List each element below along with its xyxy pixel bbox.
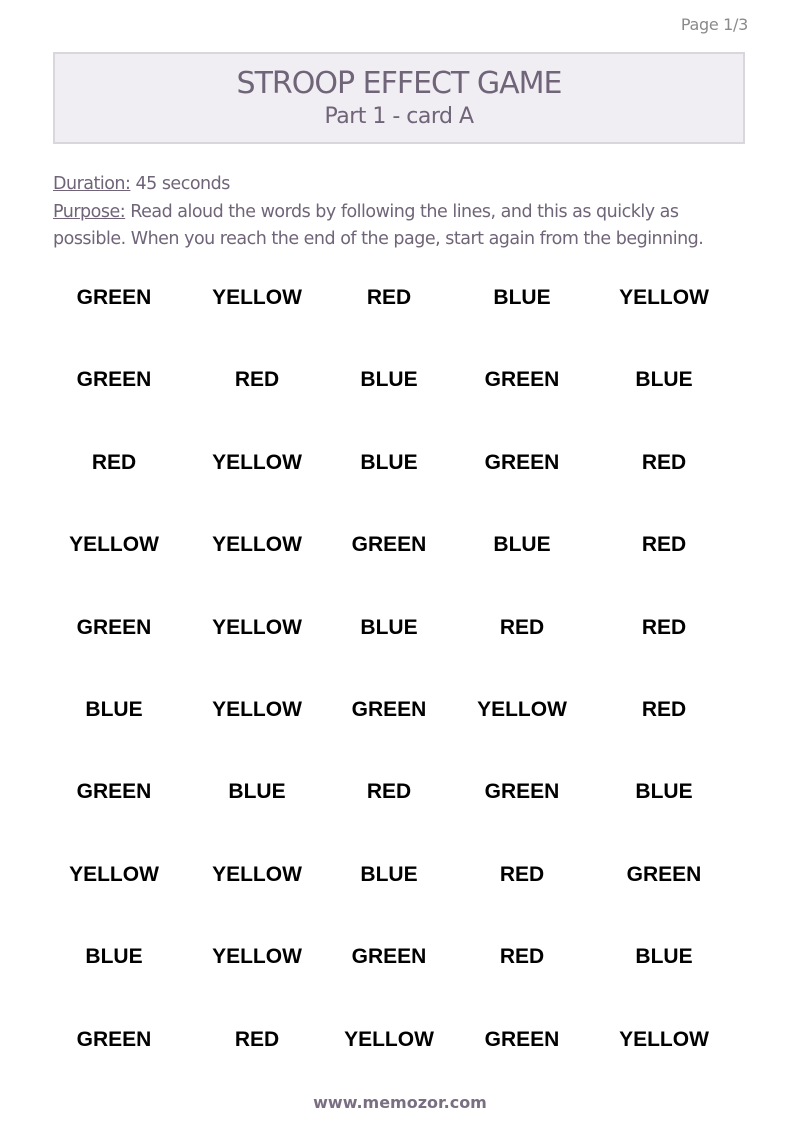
stroop-word: RED [91, 450, 137, 474]
stroop-word: GREEN [351, 945, 427, 969]
stroop-word: GREEN [484, 450, 560, 474]
duration-label: Duration: [53, 174, 131, 194]
page-title: STROOP EFFECT GAME [236, 66, 562, 101]
stroop-word: YELLOW [212, 945, 302, 969]
stroop-word: YELLOW [212, 698, 302, 721]
stroop-word: BLUE [635, 780, 693, 804]
stroop-word: YELLOW [212, 533, 302, 557]
stroop-word: BLUE [85, 698, 143, 721]
stroop-word: GREEN [76, 368, 152, 392]
stroop-word: YELLOW [619, 1027, 709, 1051]
stroop-word: RED [641, 533, 687, 557]
stroop-word: RED [641, 698, 687, 721]
stroop-word: YELLOW [212, 862, 302, 886]
purpose-label: Purpose: [53, 201, 126, 222]
stroop-word: YELLOW [619, 286, 709, 309]
stroop-word: RED [641, 450, 687, 474]
stroop-word: GREEN [484, 368, 560, 392]
duration-value: 45 seconds [135, 174, 230, 194]
stroop-word: GREEN [484, 780, 560, 804]
stroop-word: GREEN [76, 615, 152, 639]
stroop-word: BLUE [635, 368, 693, 392]
stroop-word: BLUE [360, 862, 418, 886]
stroop-word: BLUE [360, 368, 418, 392]
stroop-word: RED [234, 368, 280, 392]
stroop-word: YELLOW [212, 450, 302, 474]
page-number: Page 1/3 [680, 15, 748, 34]
stroop-word: YELLOW [212, 286, 302, 309]
stroop-word: RED [499, 945, 545, 969]
stroop-word: BLUE [360, 450, 418, 474]
stroop-word: GREEN [76, 780, 152, 804]
stroop-word: RED [499, 615, 545, 639]
stroop-word: YELLOW [69, 862, 159, 886]
stroop-word: RED [366, 286, 412, 309]
stroop-word: YELLOW [69, 533, 159, 557]
stroop-word: GREEN [351, 698, 427, 721]
stroop-word: RED [641, 615, 687, 639]
stroop-word: GREEN [76, 1027, 152, 1051]
stroop-word: BLUE [85, 945, 143, 969]
stroop-word: YELLOW [477, 698, 567, 721]
stroop-word: YELLOW [212, 615, 302, 639]
stroop-word: BLUE [635, 945, 693, 969]
page-subtitle: Part 1 - card A [324, 104, 474, 129]
footer-website: www.memozor.com [313, 1093, 487, 1112]
stroop-word: RED [499, 862, 545, 886]
stroop-word: GREEN [76, 286, 152, 309]
stroop-word: RED [366, 780, 412, 804]
stroop-word: YELLOW [344, 1027, 434, 1051]
stroop-word: BLUE [493, 533, 551, 557]
stroop-word: BLUE [493, 286, 551, 309]
stroop-word: BLUE [360, 615, 418, 639]
stroop-word: GREEN [484, 1027, 560, 1051]
stroop-word: GREEN [351, 533, 427, 557]
purpose-text: Read aloud the words by following the lines, and this as quickly as possible. When you reach the end of the page, start again from the beginning. [53, 201, 704, 249]
stroop-word: GREEN [626, 862, 702, 886]
stroop-word: RED [234, 1027, 280, 1051]
stroop-word: BLUE [228, 780, 286, 804]
